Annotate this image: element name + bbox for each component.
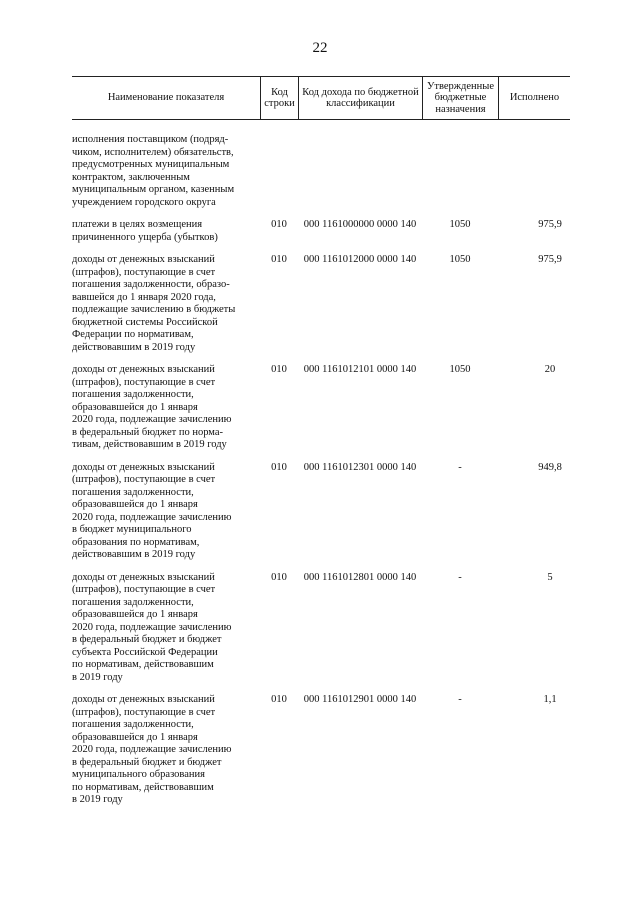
table-row xyxy=(72,694,570,807)
table-row xyxy=(72,572,570,685)
row-income-code: 000 1161000000 0000 140 xyxy=(303,219,417,230)
header-code: Код строки xyxy=(260,77,298,119)
row-name: доходы от денежных взысканий (штрафов), поступающие в счет погашения задолженности, образовавшейся до 1 января 2020 года, подлежащие зачислению в федеральный бюджет по норма- тивам, действовавшим в 2019 году xyxy=(72,364,232,450)
row-income-code: 000 1161012801 0000 140 xyxy=(303,571,417,583)
row-done-cell xyxy=(498,572,570,585)
row-done: 975,9 xyxy=(538,219,562,230)
header-approved: Утвержденные бюджетные назначения xyxy=(422,77,498,119)
row-done-cell xyxy=(498,694,570,707)
row-done: 1,1 xyxy=(543,694,557,705)
row-done: 20 xyxy=(544,364,556,375)
row-approved: - xyxy=(458,571,462,583)
table-row xyxy=(72,254,570,354)
row-code: 010 xyxy=(271,694,287,705)
row-income-code: 000 1161012000 0000 140 xyxy=(303,254,417,265)
table-row xyxy=(72,364,570,452)
row-name: доходы от денежных взысканий (штрафов), поступающие в счет погашения задолженности, образовавшейся до 1 января 2020 года, подлежащие зачислению в федеральный бюджет и бюджет субъекта Российской Федерации по нормативам, действовавшим в 2019 году xyxy=(72,571,232,683)
header-done: Исполнено xyxy=(498,77,570,119)
row-approved: 1050 xyxy=(449,254,471,265)
row-done: 949,8 xyxy=(538,461,562,473)
row-name: доходы от денежных взысканий (штрафов), поступающие в счет погашения задолженности, образо- вавшейся до 1 января 2020 года, подлежащие зачислению в бюджеты бюджетной системы Российской Федерации по нормативам, действовавшим в 2019 году xyxy=(72,254,236,353)
row-code: 010 xyxy=(271,364,287,375)
row-income-code: 000 1161012901 0000 140 xyxy=(303,694,417,705)
header-income-code: Код дохода по бюджетной классификации xyxy=(298,77,422,119)
row-code: 010 xyxy=(271,461,287,473)
row-name: исполнения поставщиком (подряд- чиком, исполнителем) обязательств, предусмотренных муниципальным контрактом, заключенным муниципальным органом, казенным учреждением городского округа xyxy=(72,134,235,208)
row-done: 975,9 xyxy=(538,254,562,265)
table-row xyxy=(72,462,570,562)
row-approved: - xyxy=(458,694,462,705)
row-code: 010 xyxy=(271,219,287,230)
row-done-cell xyxy=(498,219,570,232)
row-name: платежи в целях возмещения причиненного ущерба (убытков) xyxy=(72,219,218,243)
row-name: доходы от денежных взысканий (штрафов), поступающие в счет погашения задолженности, образовавшейся до 1 января 2020 года, подлежащие зачислению в федеральный бюджет и бюджет муниципального образования по нормативам, действовавшим в 2019 году xyxy=(72,694,232,805)
row-done-cell xyxy=(498,462,570,475)
row-done-cell xyxy=(498,254,570,267)
table-row xyxy=(72,134,570,209)
row-approved: - xyxy=(458,461,462,473)
table-row xyxy=(72,219,570,244)
header-name: Наименование показателя xyxy=(107,92,225,104)
table-header xyxy=(72,76,570,120)
row-done-cell xyxy=(498,364,570,377)
row-done-cell xyxy=(498,134,570,147)
row-income-code: 000 1161012301 0000 140 xyxy=(303,461,417,473)
row-code: 010 xyxy=(271,254,287,265)
row-approved: 1050 xyxy=(449,364,471,375)
row-name: доходы от денежных взысканий (штрафов), поступающие в счет погашения задолженности, образовавшейся до 1 января 2020 года, подлежащие зачислению в бюджет муниципального образования по нормативам, действовавшим в 2019 году xyxy=(72,461,232,560)
page-number: 22 xyxy=(312,40,328,56)
income-table xyxy=(72,76,570,817)
row-code: 010 xyxy=(271,571,287,583)
row-approved: 1050 xyxy=(449,219,471,230)
table-body xyxy=(72,134,570,807)
row-done: 5 xyxy=(547,571,553,583)
row-income-code: 000 1161012101 0000 140 xyxy=(303,364,417,375)
